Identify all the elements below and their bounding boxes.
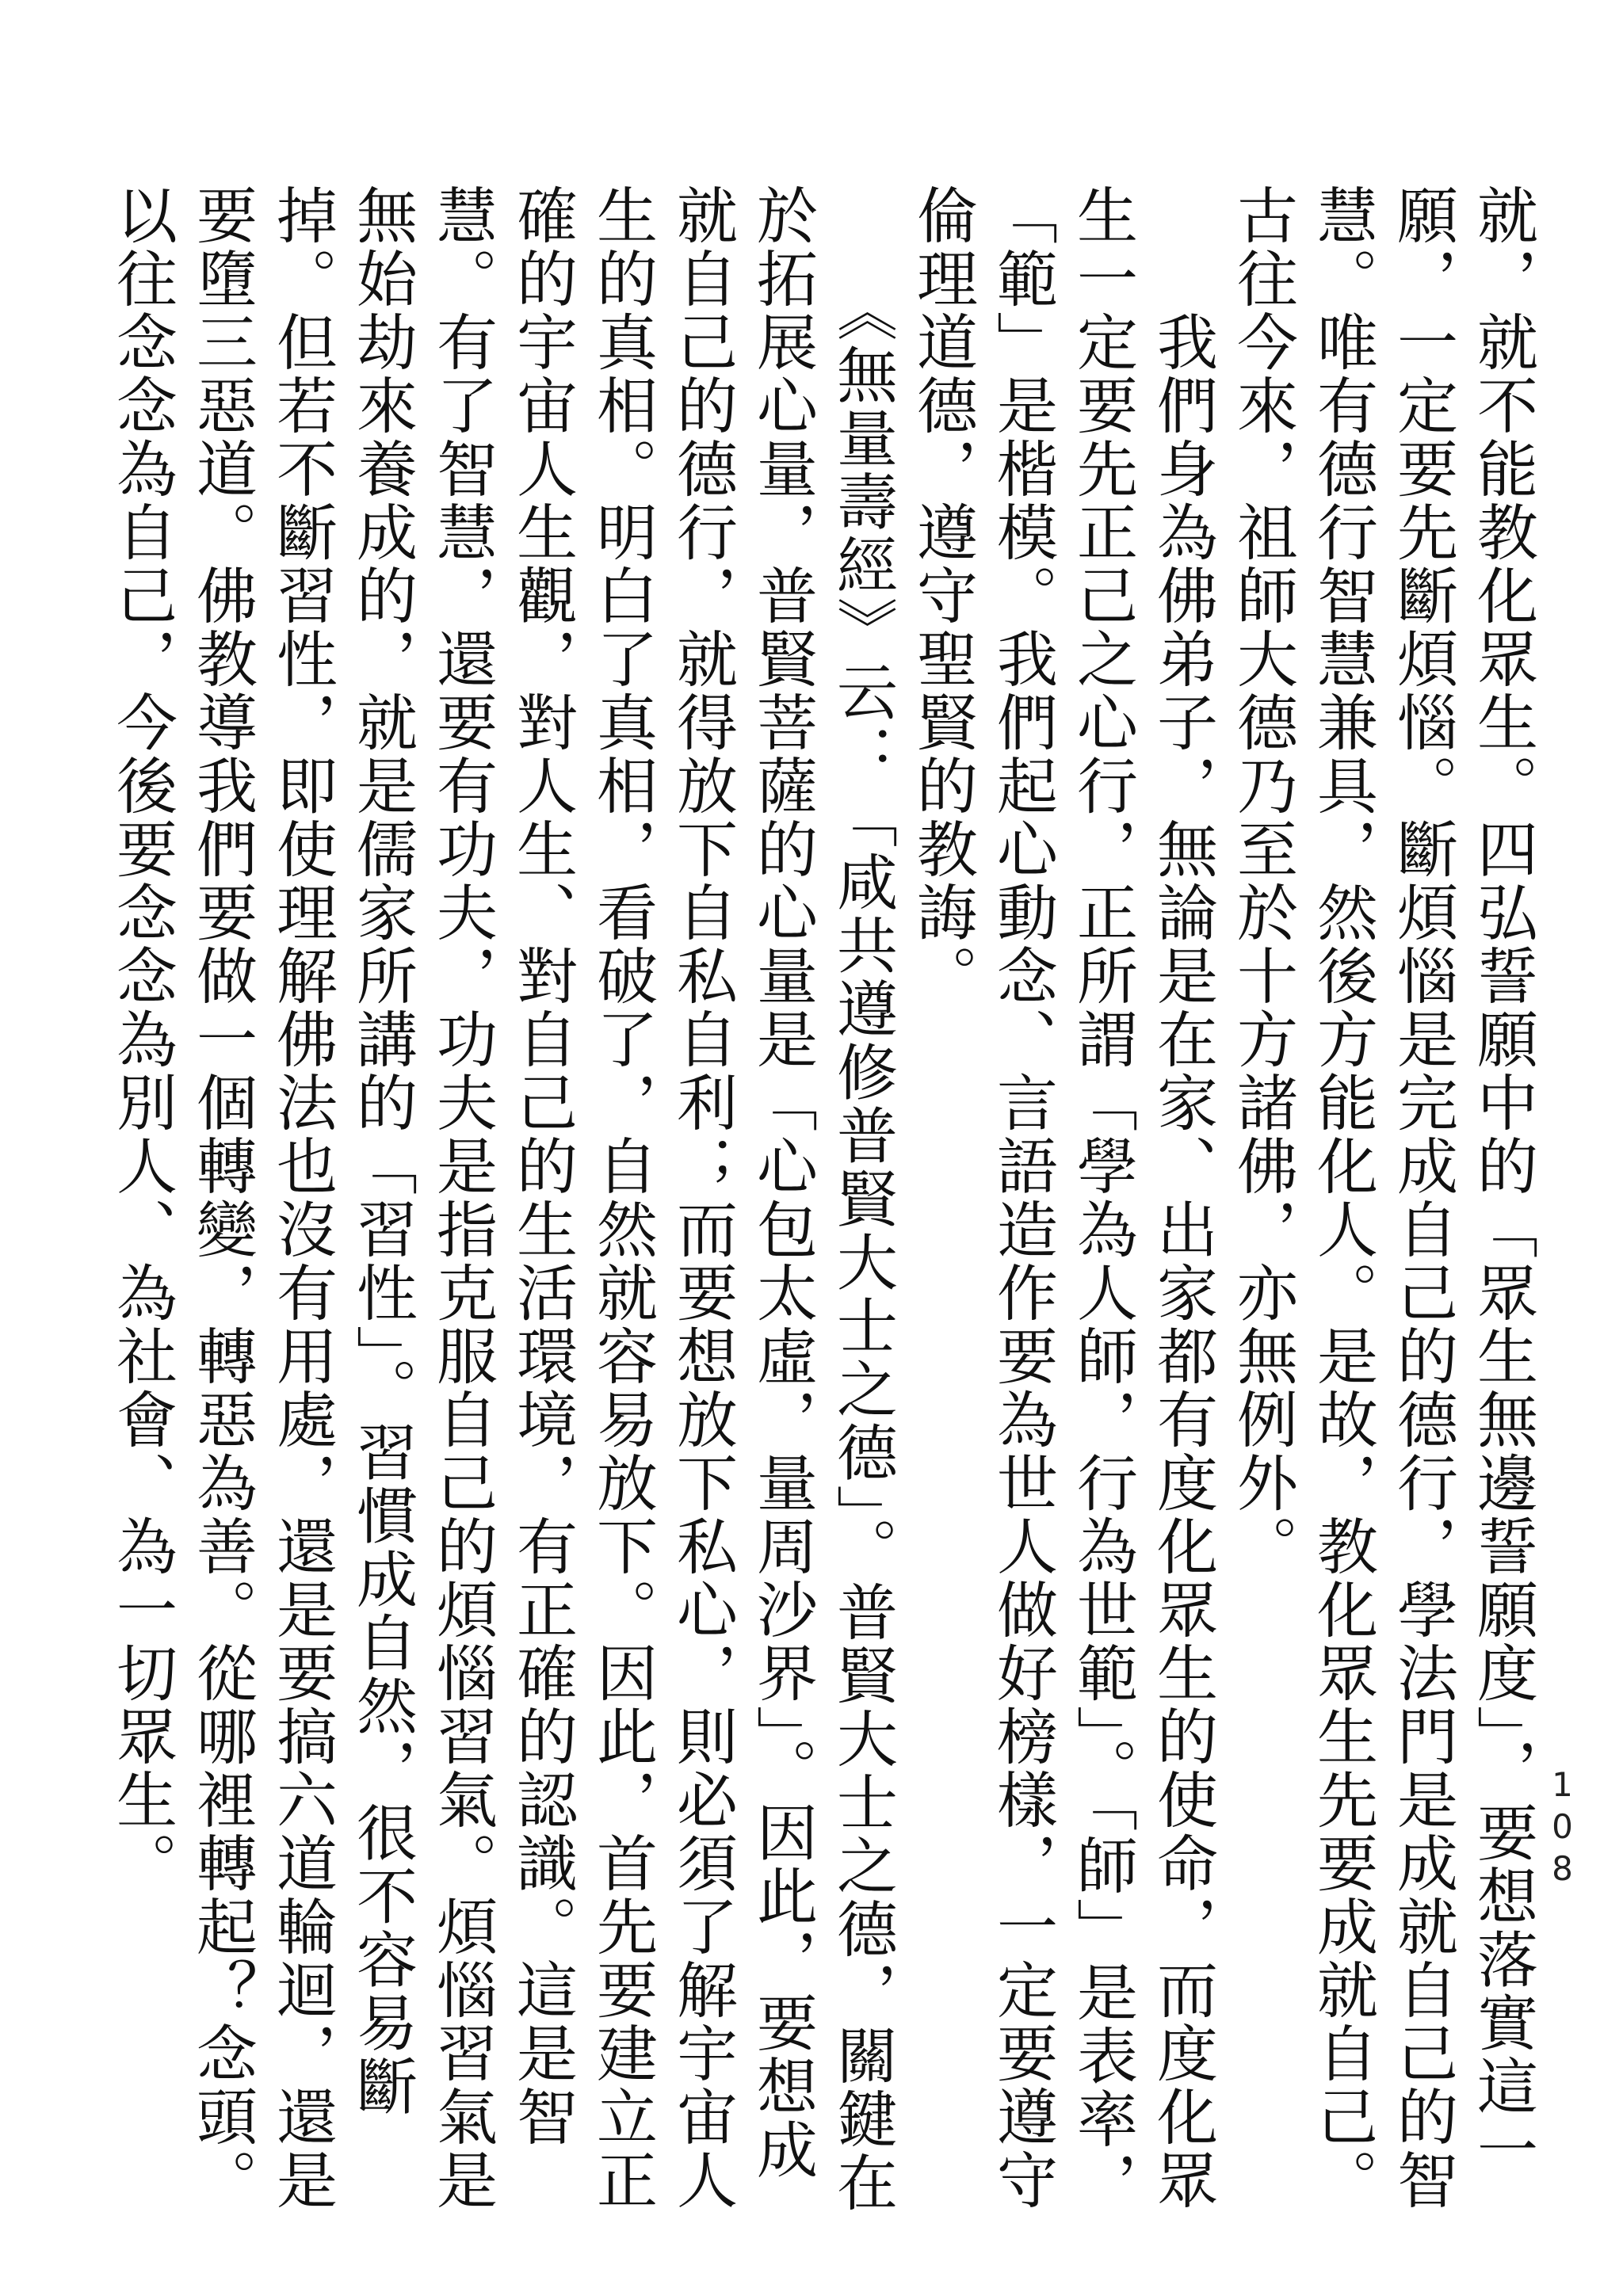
paragraph-1: 就，就不能教化眾生。四弘誓願中的「眾生無邊誓願度」，要想落實這一願，一定要先斷煩惱。斷煩惱是完成自己的德行，學法門是成就自己的智慧。唯有德行智慧兼具，然後方能化人。是故，教化眾生先要成就自己。古往今來，祖師大德乃至於十方諸佛，亦無例外。: [1227, 184, 1537, 2212]
page-number: 108: [1543, 1765, 1582, 1891]
paragraph-2: 我們身為佛弟子，無論是在家、出家都有度化眾生的使命，而度化眾生一定要先正己之心行，正所謂「學為人師，行為世範」。「師」是表率，「範」是楷模。我們起心動念、言語造作要為世人做好榜樣，一定要遵守倫理道德，遵守聖賢的教誨。: [907, 184, 1217, 2214]
paragraph-3: 《無量壽經》云：「咸共遵修普賢大士之德」。普賢大士之德，關鍵在於拓展心量，普賢菩薩的心量是「心包太虛，量周沙界」。因此，要想成就自己的德行，就得放下自私自利；而要想放下私心，則必須了解宇宙人生的真相。明白了真相，看破了，自然就容易放下。因此，首先要建立正確的宇宙人生觀，對人生、對自己的生活環境，有正確的認識。這是智慧。有了智慧，還要有功夫，功夫是指克服自己的煩惱習氣。煩惱習氣是無始劫來養成的，就是儒家所講的「習性」。習慣成自然，很不容易斷掉。但若不斷習性，即使理解佛法也沒有用處，還是要搞六道輪迴，還是要墮三惡道。佛教導我們要做一個轉變，轉惡為善。從哪裡轉起？念頭。以往念念為自己，今後要念念為別人、為社會、為一切眾生。: [106, 184, 897, 2214]
body-text: [106, 184, 1542, 2236]
